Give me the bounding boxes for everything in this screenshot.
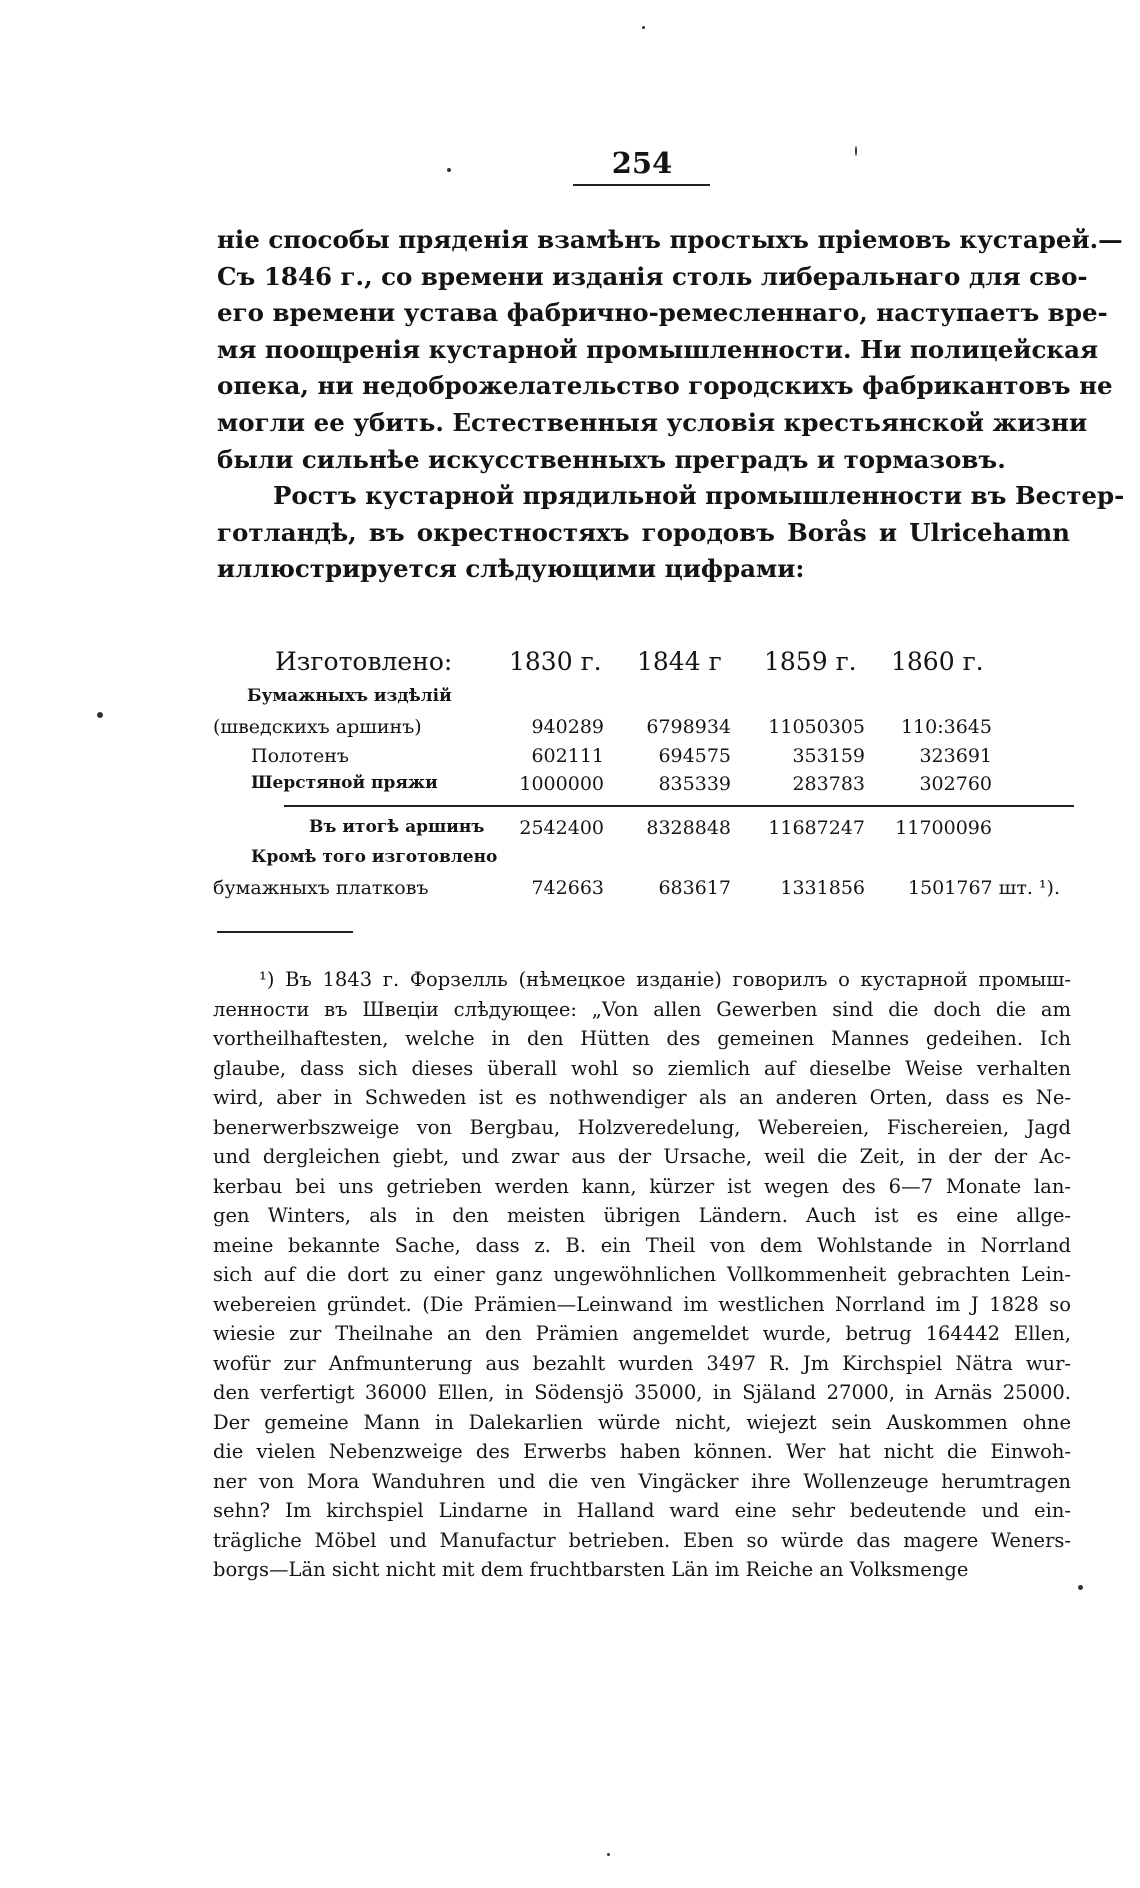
text-line: могли ее убить. Естественныя условія крестьянской жизни [217, 407, 1088, 437]
table-header-year: 1859 г. [764, 647, 857, 676]
table-header-year: 1860 г. [891, 647, 984, 676]
footnote-line: kerbau bei uns getrieben werden kann, kürzer ist wegen des 6—7 Monate lan- [213, 1174, 1071, 1198]
table-cell: 1331856 [780, 877, 865, 899]
table-cell: 11050305 [768, 716, 865, 738]
table-cell: 683617 [658, 877, 731, 899]
footnote-line: trägliche Möbel und Manufactur betrieben. Eben so würde das magere Weners- [213, 1528, 1071, 1552]
table-header-year: 1830 г. [509, 647, 602, 676]
footnote-line: ner von Mora Wanduhren und die ven Vingäcker ihre Wollenzeuge herumtragen [213, 1469, 1071, 1493]
scan-speck [855, 146, 857, 156]
table-cell: 302760 [919, 773, 992, 795]
table-cell: 602111 [531, 745, 604, 767]
footnote-line: meine bekannte Sache, dass z. B. ein Theil von dem Wohlstande in Norrland [213, 1233, 1071, 1257]
text-line: ніе способы пряденія взамѣнъ простыхъ пріемовъ кустарей.— [217, 225, 1123, 254]
footnote-line: Der gemeine Mann in Dalekarlien würde nicht, wiejezt sein Auskommen ohne [213, 1410, 1071, 1434]
table-total-rule [284, 805, 1074, 807]
footnote-line: wird, aber in Schweden ist es nothwendiger als an anderen Orten, dass es Ne- [213, 1086, 1071, 1109]
footnote-line: ленности въ Швеціи слѣдующее: „Von allen Gewerben sind die doch die am [213, 997, 1071, 1021]
table-cell: 283783 [792, 773, 865, 795]
scan-speck [607, 1853, 610, 1856]
table-cell: 742663 [531, 877, 604, 899]
footnote-line: sich auf die dort zu einer ganz ungewöhnlichen Vollkommenheit gebrachten Lein- [213, 1263, 1071, 1286]
table-cell: 1501767 шт. ¹). [908, 877, 1060, 899]
footnote-line: ¹) Въ 1843 г. Форзелль (нѣмецкое изданіе) говорилъ о кустарной промыш- [259, 968, 1071, 991]
table-header [275, 647, 1075, 683]
footnote-line: glaube, dass sich dieses überall wohl so ziemlich auf dieselbe Weise verhalten [213, 1056, 1071, 1080]
table-cell: 110:3645 [900, 716, 992, 738]
text-line: опека, ни недоброжелательство городскихъ фабрикантовъ не [217, 371, 1113, 401]
footnote-line: webereien gründet. (Die Prämien—Leinwand im westlichen Norrland im J 1828 so [213, 1292, 1071, 1316]
footnote-line: die vielen Nebenzweige des Erwerbs haben können. Wer hat nicht die Einwoh- [213, 1440, 1071, 1463]
table-cell: 940289 [531, 716, 604, 738]
scan-speck [642, 26, 645, 29]
table-cell: 2542400 [519, 817, 604, 839]
table-header-label: Изготовлено: [275, 647, 453, 676]
table-row-label: Бумажныхъ издѣлій [247, 686, 452, 706]
scan-speck [1078, 1585, 1083, 1590]
text-line: готландѣ, въ окрестностяхъ городовъ Borås и Ulricehamn [217, 517, 1070, 547]
footnote-line: benerwerbszweige von Bergbau, Holzveredelung, Webereien, Fischereien, Jagd [213, 1115, 1071, 1139]
footnote-line: borgs—Län sicht nicht mit dem fruchtbarsten Län im Reiche an Volksmenge [213, 1558, 969, 1581]
footnote-rule [217, 931, 353, 933]
table-cell: 8328848 [646, 817, 731, 839]
table-header-year: 1844 г [637, 647, 722, 676]
footnote [213, 965, 1071, 1585]
scan-speck [447, 168, 451, 172]
scan-speck [97, 712, 103, 718]
footnote-line: sehn? Im kirchspiel Lindarne in Halland ward eine sehr bedeutende und ein- [213, 1499, 1071, 1522]
footnote-line: und dergleichen giebt, und zwar aus der Ursache, weil die Zeit, in der der Ac- [213, 1145, 1071, 1168]
table-cell: 835339 [658, 773, 731, 795]
table-row-label: (шведскихъ аршинъ) [213, 716, 422, 738]
table-total-label: Въ итогѣ аршинъ [309, 817, 485, 837]
table-cell: 1000000 [519, 773, 604, 795]
table-cell: 11700096 [895, 817, 992, 839]
footnote-line: wiesie zur Theilnahe an den Prämien angemeldet wurde, betrug 164442 Ellen, [213, 1322, 1071, 1345]
footnote-line: vortheilhaftesten, welche in den Hütten des gemeinen Mannes gedeihen. Ich [213, 1027, 1071, 1050]
table-cell: 353159 [792, 745, 865, 767]
footnote-line: wofür zur Anfmunterung aus bezahlt wurden 3497 R. Jm Kirchspiel Nätra wur- [213, 1351, 1071, 1375]
table-row-label: Полотенъ [251, 745, 350, 767]
text-line: его времени устава фабрично-ремесленнаго, наступаетъ вре- [217, 298, 1108, 328]
footnote-line: gen Winters, als in den meisten übrigen Ländern. Auch ist es eine allge- [213, 1204, 1071, 1227]
text-line: иллюстрируется слѣдующими цифрами: [217, 554, 805, 584]
page-number-rule [573, 184, 710, 186]
table-cell: 11687247 [768, 817, 865, 839]
table-cell: 694575 [658, 745, 731, 767]
table-row-label: Шерстяной пряжи [251, 773, 438, 793]
footnote-line: den verfertigt 36000 Ellen, in Södensjö 35000, in Själand 27000, in Arnäs 25000. [213, 1381, 1071, 1404]
main-text [217, 222, 1125, 588]
table-cell: 323691 [919, 745, 992, 767]
text-line: были сильнѣе искусственныхъ преградъ и тормазовъ. [217, 444, 1006, 474]
table-row-label: Кромѣ того изготовлено [251, 847, 498, 867]
page-number: 254 [611, 146, 673, 180]
table-row-label: бумажныхъ платковъ [213, 877, 429, 899]
text-line: Съ 1846 г., со времени изданія столь либеральнаго для сво- [217, 261, 1088, 291]
text-line: Ростъ кустарной прядильной промышленности въ Вестер- [273, 481, 1125, 511]
table-cell: 6798934 [646, 716, 731, 738]
text-line: мя поощренія кустарной промышленности. Ни полицейская [217, 334, 1099, 364]
